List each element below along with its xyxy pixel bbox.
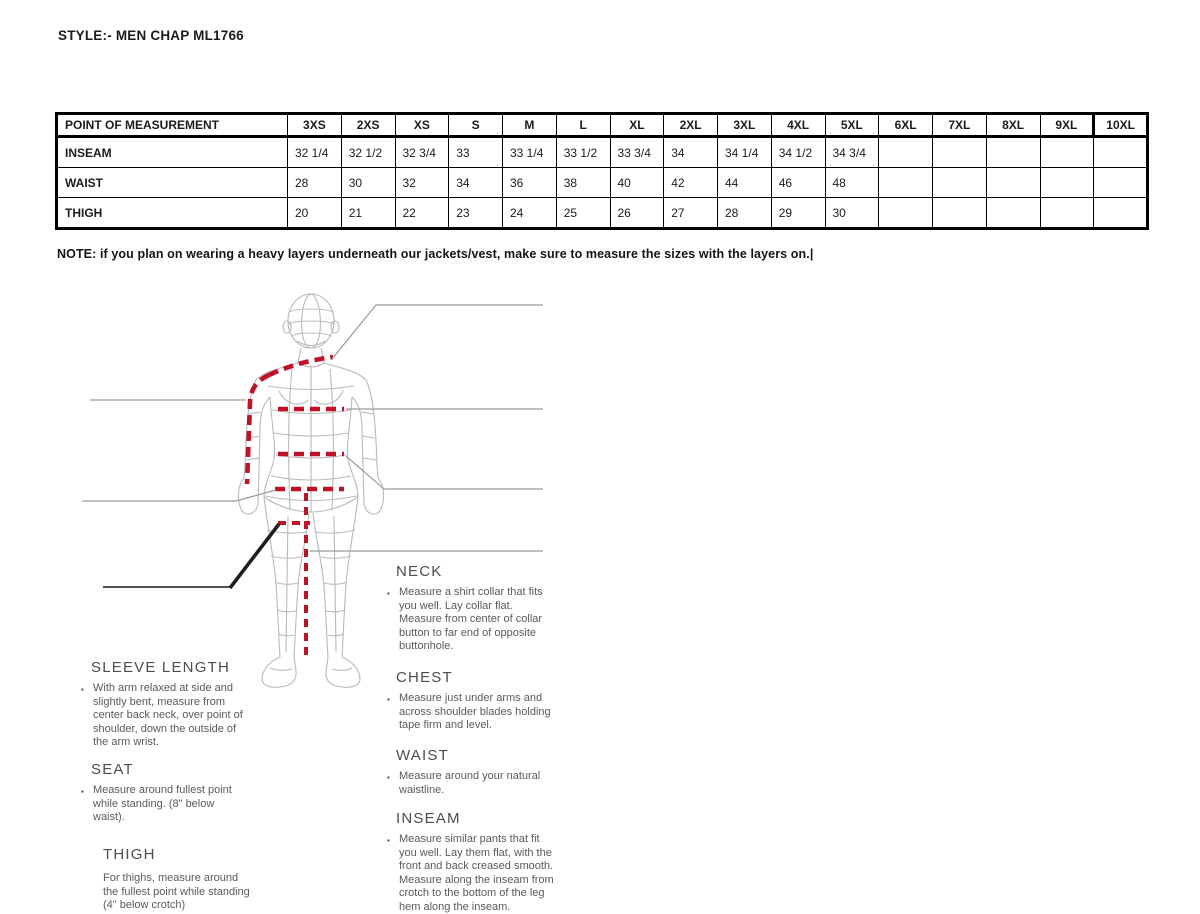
size-value-cell: 42 bbox=[664, 168, 718, 198]
bullet-icon: ▪ bbox=[81, 787, 84, 796]
size-value-cell: 30 bbox=[341, 168, 395, 198]
size-value-cell bbox=[986, 198, 1040, 229]
size-value-cell: 24 bbox=[503, 198, 557, 229]
column-header-8xl: 8XL bbox=[986, 114, 1040, 137]
waist-label-block bbox=[386, 747, 551, 797]
sleeve-length-title: SLEEVE LENGTH bbox=[91, 659, 230, 676]
size-value-cell: 44 bbox=[718, 168, 772, 198]
column-header-point-of-measurement: POINT OF MEASUREMENT bbox=[57, 114, 288, 137]
size-value-cell: 34 1/4 bbox=[718, 137, 772, 168]
size-value-cell bbox=[933, 168, 987, 198]
column-header-4xl: 4XL bbox=[771, 114, 825, 137]
size-value-cell: 29 bbox=[771, 198, 825, 229]
size-value-cell bbox=[1040, 198, 1094, 229]
size-table-header-row bbox=[57, 114, 1148, 137]
column-header-3xl: 3XL bbox=[718, 114, 772, 137]
column-header-6xl: 6XL bbox=[879, 114, 933, 137]
size-value-cell: 32 1/4 bbox=[288, 137, 342, 168]
size-value-cell: 22 bbox=[395, 198, 449, 229]
size-value-cell: 34 bbox=[664, 137, 718, 168]
column-header-xs: XS bbox=[395, 114, 449, 137]
seat-leader-line bbox=[82, 490, 276, 501]
size-value-cell bbox=[933, 198, 987, 229]
size-table-body bbox=[57, 137, 1148, 229]
measurement-diagram bbox=[0, 278, 620, 913]
table-row-thigh bbox=[57, 198, 1148, 229]
waist-description bbox=[386, 770, 551, 797]
size-value-cell bbox=[879, 137, 933, 168]
chest-label-block bbox=[386, 669, 554, 733]
size-value-cell: 48 bbox=[825, 168, 879, 198]
neck-dash-line bbox=[269, 357, 333, 375]
size-value-cell bbox=[1094, 137, 1148, 168]
size-value-cell bbox=[879, 168, 933, 198]
column-header-10xl: 10XL bbox=[1094, 114, 1148, 137]
thigh-description bbox=[103, 872, 255, 913]
waist-leader-line bbox=[346, 456, 543, 489]
column-header-s: S bbox=[449, 114, 503, 137]
bullet-icon: ▪ bbox=[387, 773, 390, 782]
size-value-cell bbox=[1094, 168, 1148, 198]
size-value-cell bbox=[986, 137, 1040, 168]
note-text: NOTE: if you plan on wearing a heavy layers underneath our jackets/vest, make sure to measure the sizes with the layers on.| bbox=[57, 247, 814, 261]
inseam-description-text: Measure similar pants that fit you well. Lay them flat, with the front and back creased smooth. Measure along the inseam from crotch to the bottom of the leg hem along the inseam. bbox=[399, 833, 554, 913]
seat-title: SEAT bbox=[91, 761, 134, 778]
size-value-cell: 27 bbox=[664, 198, 718, 229]
size-value-cell: 25 bbox=[556, 198, 610, 229]
chest-description bbox=[386, 692, 554, 733]
waist-description-text: Measure around your natural waistline. bbox=[399, 770, 541, 796]
size-value-cell: 32 1/2 bbox=[341, 137, 395, 168]
page-title: STYLE:- MEN CHAP ML1766 bbox=[58, 28, 244, 43]
size-value-cell bbox=[986, 168, 1040, 198]
sleeve-dash-line bbox=[247, 375, 269, 484]
size-value-cell: 26 bbox=[610, 198, 664, 229]
size-value-cell bbox=[933, 137, 987, 168]
bullet-icon: ▪ bbox=[387, 589, 390, 598]
size-value-cell: 28 bbox=[718, 198, 772, 229]
size-value-cell: 38 bbox=[556, 168, 610, 198]
inseam-label-block bbox=[386, 810, 554, 914]
neck-description bbox=[386, 586, 551, 654]
size-value-cell bbox=[1040, 168, 1094, 198]
chest-description-text: Measure just under arms and across shoulder blades holding tape firm and level. bbox=[399, 692, 551, 731]
column-header-xl: XL bbox=[610, 114, 664, 137]
size-value-cell: 21 bbox=[341, 198, 395, 229]
measurement-dash-lines bbox=[247, 357, 344, 660]
size-value-cell: 33 3/4 bbox=[610, 137, 664, 168]
size-value-cell: 33 bbox=[449, 137, 503, 168]
sleeve-length-description bbox=[80, 682, 245, 750]
column-header-l: L bbox=[556, 114, 610, 137]
seat-description bbox=[80, 784, 238, 825]
neck-label-block bbox=[386, 563, 551, 654]
size-value-cell: 34 bbox=[449, 168, 503, 198]
size-value-cell: 30 bbox=[825, 198, 879, 229]
size-value-cell: 34 1/2 bbox=[771, 137, 825, 168]
row-label: WAIST bbox=[57, 168, 288, 198]
thigh-label-block bbox=[103, 846, 255, 913]
column-header-3xs: 3XS bbox=[288, 114, 342, 137]
column-header-5xl: 5XL bbox=[825, 114, 879, 137]
bullet-icon: ▪ bbox=[387, 836, 390, 845]
size-chart-table bbox=[55, 112, 1149, 230]
size-value-cell: 32 bbox=[395, 168, 449, 198]
row-label: THIGH bbox=[57, 198, 288, 229]
column-header-2xs: 2XS bbox=[341, 114, 395, 137]
size-value-cell: 28 bbox=[288, 168, 342, 198]
size-value-cell bbox=[1094, 198, 1148, 229]
bullet-icon: ▪ bbox=[387, 695, 390, 704]
column-header-m: M bbox=[503, 114, 557, 137]
chest-title: CHEST bbox=[396, 669, 453, 686]
size-value-cell: 40 bbox=[610, 168, 664, 198]
table-row-waist bbox=[57, 168, 1148, 198]
seat-description-text: Measure around fullest point while standing. (8" below waist). bbox=[93, 784, 232, 823]
size-value-cell: 20 bbox=[288, 198, 342, 229]
size-value-cell bbox=[1040, 137, 1094, 168]
waist-title: WAIST bbox=[396, 747, 449, 764]
column-header-2xl: 2XL bbox=[664, 114, 718, 137]
size-value-cell: 23 bbox=[449, 198, 503, 229]
seat-label-block bbox=[80, 761, 238, 825]
size-value-cell: 36 bbox=[503, 168, 557, 198]
bullet-icon: ▪ bbox=[81, 685, 84, 694]
inseam-title: INSEAM bbox=[396, 810, 461, 827]
size-value-cell: 33 1/2 bbox=[556, 137, 610, 168]
thigh-title: THIGH bbox=[103, 846, 156, 863]
thigh-description-text: For thighs, measure around the fullest point while standing (4" below crotch) bbox=[103, 872, 250, 911]
figure-head-grid bbox=[283, 294, 339, 348]
neck-description-text: Measure a shirt collar that fits you well. Lay collar flat. Measure from center of collar button to far end of opposite buttonhole. bbox=[399, 586, 543, 652]
table-row-inseam bbox=[57, 137, 1148, 168]
sleeve-length-description-text: With arm relaxed at side and slightly bent, measure from center back neck, over point of shoulder, down the outside of the arm wrist. bbox=[93, 682, 243, 748]
column-header-7xl: 7XL bbox=[933, 114, 987, 137]
size-value-cell: 33 1/4 bbox=[503, 137, 557, 168]
size-value-cell: 32 3/4 bbox=[395, 137, 449, 168]
size-value-cell: 46 bbox=[771, 168, 825, 198]
size-value-cell bbox=[879, 198, 933, 229]
neck-title: NECK bbox=[396, 563, 443, 580]
inseam-description bbox=[386, 833, 554, 914]
size-value-cell: 34 3/4 bbox=[825, 137, 879, 168]
sleeve-length-label-block bbox=[80, 659, 245, 750]
row-label: INSEAM bbox=[57, 137, 288, 168]
column-header-9xl: 9XL bbox=[1040, 114, 1094, 137]
neck-leader-line bbox=[332, 305, 543, 359]
